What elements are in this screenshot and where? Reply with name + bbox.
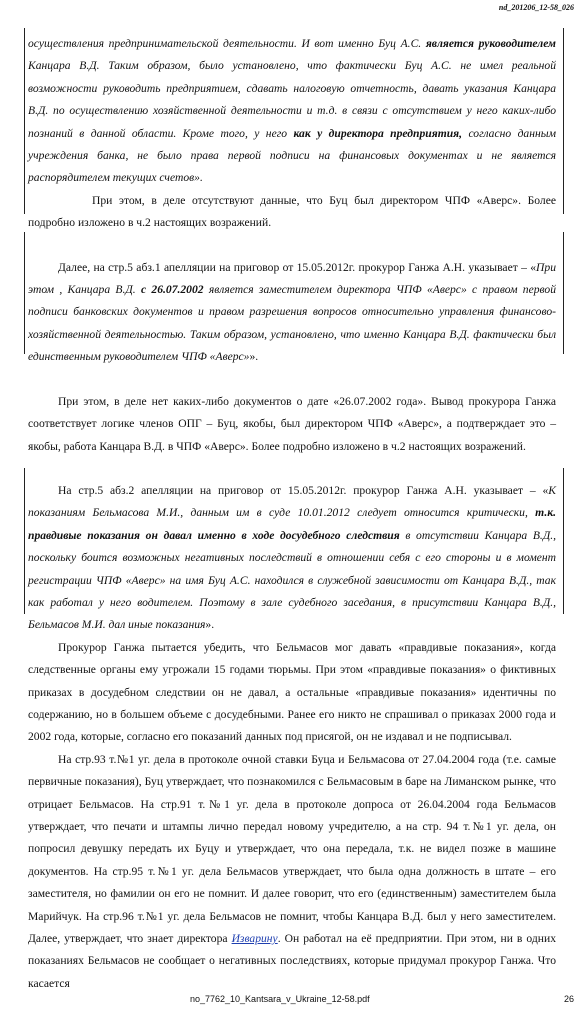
paragraph: На стр.93 т.№1 уг. дела в протоколе очной ставки Буца и Бельмасова от 27.04.2004 года (т.е. самые первичные показания), Буц утверждает, что познакомился с Бельмасовым в баре на Лиманском рынке, что отрицает Бельмасов. На стр.91 т.№1 уг. дела в протоколе допроса от 26.04.2004 года Бельмасов утверждает, что печати и штампы лично передал новому учредителю, а на стр. 94 т.№1 уг. дела, он попросил девушку передать их Буцу и утверждает, что она передала, т.к. не видел позже в машине документов. На стр.95 т.№1 уг. дела Бельмасов утверждает, что была одна должность в штате – его заместителя, но фамилии он его не помнит. И далее говорит, что его (единственным) заместителем была Марийчук. На стр.96 т.№1 уг. дела Бельмасов не помнит, чтобы Канцара В.Д. был у него заместителем. Далее, утверждает, что знает директора Изварину. Он работал на её предприятии. При этом, ни в одних показаниях Бельмасов не сообщает о негативных последствиях, которые придумал прокурор Ганжа. Что касается bbox=[28, 752, 556, 990]
izvarina-link[interactable]: Изварину bbox=[231, 932, 278, 946]
left-margin-line bbox=[24, 232, 25, 354]
left-margin-line bbox=[24, 468, 25, 614]
right-margin-line bbox=[563, 468, 564, 614]
paragraph: При этом, в деле нет каких-либо документов о дате «26.07.2002 года». Вывод прокурора Ганжа соответствует логике членов ОПГ – Буц, якобы, был директором ЧПФ «Аверс», а подтверждает это – якобы, работа Канцара В.Д. в ЧПФ «Аверс». Более подробно изложено в ч.2 настоящих возражений. bbox=[28, 394, 556, 453]
document-id: nd_201206_12-58_026 bbox=[498, 3, 574, 12]
left-margin-line bbox=[24, 28, 25, 214]
quote-paragraph: осуществления предпринимательской деятельности. И вот именно Буц А.С. является руководителем Канцара В.Д. Таким образом, было установлено, что фактически Буц А.С. не имел реальной возможности руководить предприятием, сдавать налоговую отчетность, давать указания Канцара В.Д. по осуществлению хозяйственной деятельности и т.д. в связи с отсутствием у него каких-либо познаний в данной области. Кроме того, у него как у директора предприятия, согласно данным учреждения банка, не было права первой подписи на финансовых документах и не является распорядителем текущих счетов». bbox=[28, 37, 557, 185]
right-margin-line bbox=[563, 28, 564, 214]
page-body bbox=[28, 33, 556, 995]
footer-filename: no_7762_10_Kantsara_v_Ukraine_12-58.pdf bbox=[190, 994, 370, 1004]
paragraph: На стр.5 абз.2 апелляции на приговор от 15.05.2012г. прокурор Ганжа А.Н. указывает – «К показаниям Бельмасова М.И., данным им в суде 10.01.2012 следует относится критически, т.к. правдивые показания он давал именно в ходе досудебного следствия в отсутствии Канцара В.Д., поскольку боится возможных негативных последствий в отношении себя с его стороны и в момент регистрации ЧПФ «Аверс» на имя Буц А.С. находился в служебной зависимости от Канцара В.Д., так как работал у него водителем. Поэтому в зале судебного заседания, в присутствии Канцара В.Д., Бельмасов М.И. дал иные показания». bbox=[28, 483, 556, 632]
paragraph: Прокурор Ганжа пытается убедить, что Бельмасов мог давать «правдивые показания», когда следственные органы ему угрожали 15 годами тюрьмы. При этом «правдивые показания» о фиктивных приказах в досудебном следствии он не давал, а остальные «правдивые показания» идентичны по содержанию, но в большем объеме с досудебными. Ранее его никто не спрашивал о приказах 2000 года и 2002 года, которые, согласно его показаний данных под присягой, он не издавал и не подписывал. bbox=[28, 640, 556, 744]
paragraph: При этом, в деле отсутствуют данные, что Буц был директором ЧПФ «Аверс». Более подробно изложено в ч.2 настоящих возражений. bbox=[28, 193, 556, 230]
paragraph: Далее, на стр.5 абз.1 апелляции на приговор от 15.05.2012г. прокурор Ганжа А.Н. указывает – «При этом , Канцара В.Д. с 26.07.2002 является заместителем директора ЧПФ «Аверс» с правом первой подписи банковских документов и правом разрешения вопросов относительно управления финансово-хозяйственной деятельностью. Таким образом, установлено, что именно Канцара В.Д. фактически был единственным руководителем ЧПФ «Аверс»». bbox=[28, 260, 556, 364]
right-margin-line bbox=[563, 232, 564, 354]
page-number: 26 bbox=[563, 994, 574, 1004]
